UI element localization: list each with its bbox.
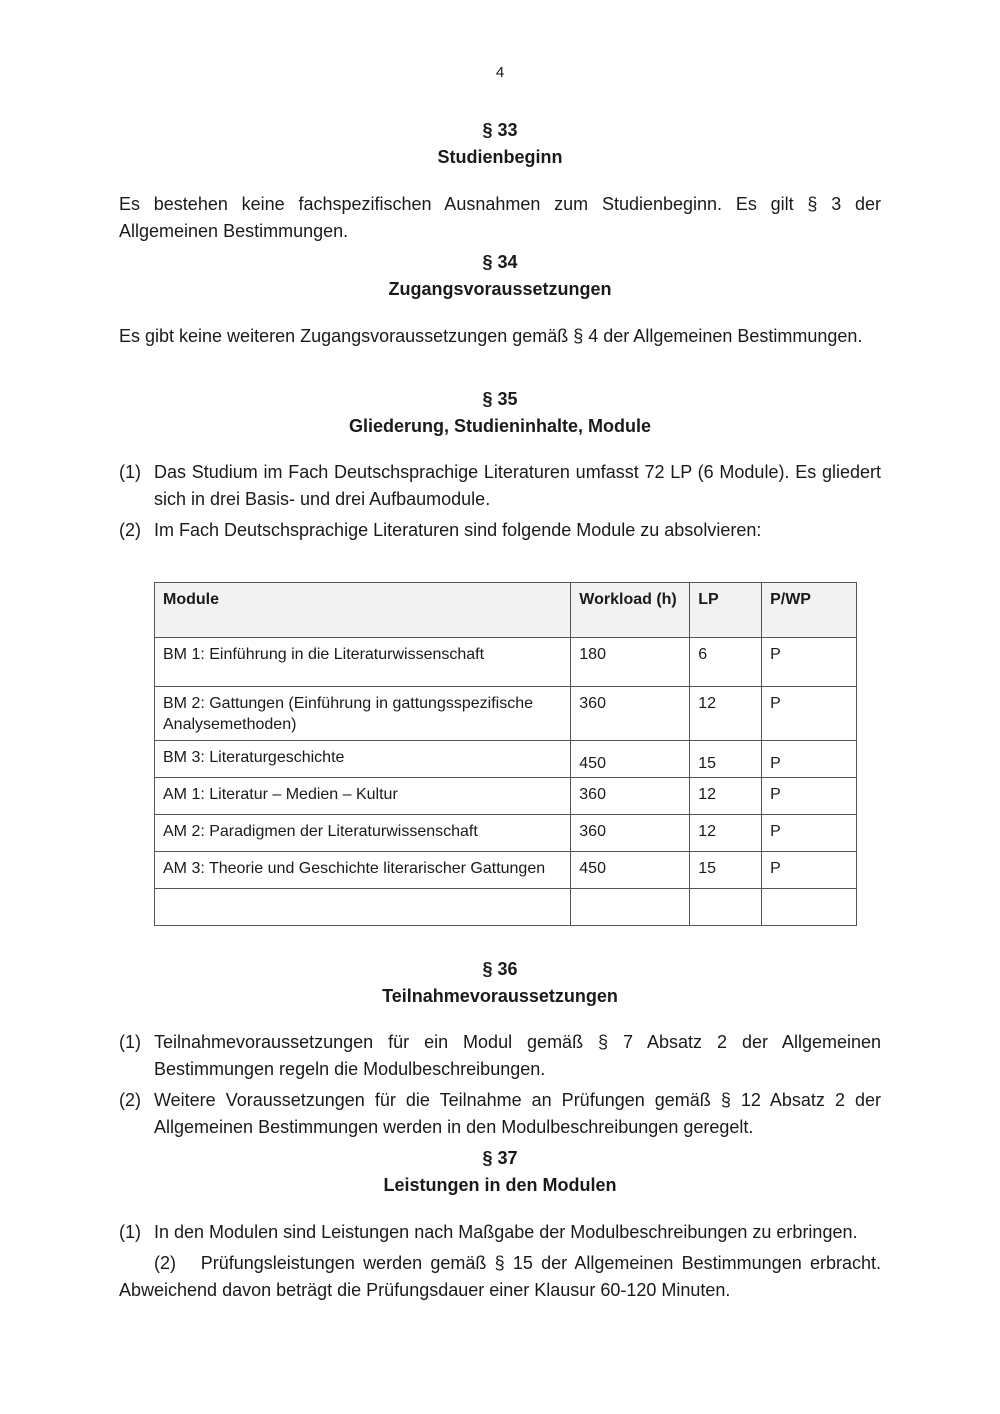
cell-lp: 12: [690, 815, 762, 852]
cell-module: BM 3: Literaturgeschichte: [155, 741, 571, 778]
item-text: Im Fach Deutschsprachige Literaturen sind folgende Module zu absolvieren:: [154, 520, 762, 540]
header-p-wp: P/WP: [762, 583, 857, 638]
cell-workload: 450: [571, 741, 690, 778]
section-36-number: § 36: [482, 959, 518, 979]
table-row: [155, 741, 857, 778]
item-number: (1): [119, 1032, 141, 1052]
section-35-item-1: [119, 459, 881, 513]
cell-lp: 15: [690, 741, 762, 778]
section-33-text: Es bestehen keine fachspezifischen Ausnahmen zum Studienbeginn. Es gilt § 3 der Allgemeinen Bestimmungen.: [119, 194, 881, 241]
cell-workload: 180: [571, 638, 690, 687]
cell-module: BM 1: Einführung in die Literaturwissenschaft: [155, 638, 571, 687]
cell-p-wp: P: [762, 687, 857, 741]
cell-p-wp: P: [762, 741, 857, 778]
section-37-item-2: [119, 1250, 881, 1304]
cell-lp: [690, 889, 762, 926]
cell-module: AM 3: Theorie und Geschichte literarischer Gattungen: [155, 852, 571, 889]
item-number: (2): [119, 520, 141, 540]
cell-p-wp: [762, 889, 857, 926]
item-text: Teilnahmevoraussetzungen für ein Modul gemäß § 7 Absatz 2 der Allgemeinen Bestimmungen regeln die Modulbeschreibungen.: [154, 1032, 881, 1079]
section-37-title: Leistungen in den Modulen: [383, 1175, 617, 1195]
item-number: (1): [119, 1222, 141, 1242]
section-35-number: § 35: [482, 389, 518, 409]
section-35-title: Gliederung, Studieninhalte, Module: [348, 416, 651, 436]
section-37-item-1: [119, 1219, 881, 1246]
cell-lp: 12: [690, 687, 762, 741]
section-33-number: § 33: [482, 120, 518, 140]
section-37-number: § 37: [482, 1148, 518, 1168]
header-workload: Workload (h): [571, 583, 690, 638]
cell-module: AM 2: Paradigmen der Literaturwissenschaft: [155, 815, 571, 852]
table-row: [155, 778, 857, 815]
page-number: 4: [495, 64, 505, 81]
table-row: [155, 638, 857, 687]
cell-module: [155, 889, 571, 926]
section-36-title: Teilnahmevoraussetzungen: [382, 986, 618, 1006]
module-table: [154, 582, 857, 926]
table-row: [155, 852, 857, 889]
cell-workload: 360: [571, 815, 690, 852]
cell-lp: 15: [690, 852, 762, 889]
section-34-title: Zugangsvoraussetzungen: [388, 279, 612, 299]
cell-p-wp: P: [762, 638, 857, 687]
item-text: Prüfungsleistungen werden gemäß § 15 der Allgemeinen Bestimmungen erbracht. Abweichend davon beträgt die Prüfungsdauer einer Klausur 60-120 Minuten.: [119, 1253, 881, 1300]
cell-workload: 450: [571, 852, 690, 889]
section-35-item-2: [119, 517, 881, 544]
item-text: Weitere Voraussetzungen für die Teilnahme an Prüfungen gemäß § 12 Absatz 2 der Allgemeinen Bestimmungen werden in den Modulbeschreibungen geregelt.: [154, 1090, 881, 1137]
table-header-row: [155, 583, 857, 638]
header-lp: LP: [690, 583, 762, 638]
section-34-text: Es gibt keine weiteren Zugangsvoraussetzungen gemäß § 4 der Allgemeinen Bestimmungen.: [119, 326, 863, 346]
cell-lp: 6: [690, 638, 762, 687]
cell-workload: 360: [571, 687, 690, 741]
header-module: Module: [155, 583, 571, 638]
cell-p-wp: P: [762, 815, 857, 852]
table-row: [155, 815, 857, 852]
cell-p-wp: P: [762, 778, 857, 815]
section-34-number: § 34: [482, 252, 518, 272]
cell-p-wp: P: [762, 852, 857, 889]
item-number: (2): [119, 1090, 141, 1110]
item-text: Das Studium im Fach Deutschsprachige Literaturen umfasst 72 LP (6 Module). Es gliedert sich in drei Basis- und drei Aufbaumodule.: [154, 462, 881, 509]
table-row-empty: [155, 889, 857, 926]
item-text: In den Modulen sind Leistungen nach Maßgabe der Modulbeschreibungen zu erbringen.: [154, 1222, 858, 1242]
section-36-item-2: [119, 1087, 881, 1141]
cell-workload: 360: [571, 778, 690, 815]
item-number: (2): [154, 1253, 176, 1273]
table-row: [155, 687, 857, 741]
cell-module: BM 2: Gattungen (Einführung in gattungsspezifische Analysemethoden): [155, 687, 571, 741]
item-number: (1): [119, 462, 141, 482]
cell-module: AM 1: Literatur – Medien – Kultur: [155, 778, 571, 815]
section-36-item-1: [119, 1029, 881, 1083]
section-33-title: Studienbeginn: [437, 147, 563, 167]
cell-lp: 12: [690, 778, 762, 815]
cell-workload: [571, 889, 690, 926]
